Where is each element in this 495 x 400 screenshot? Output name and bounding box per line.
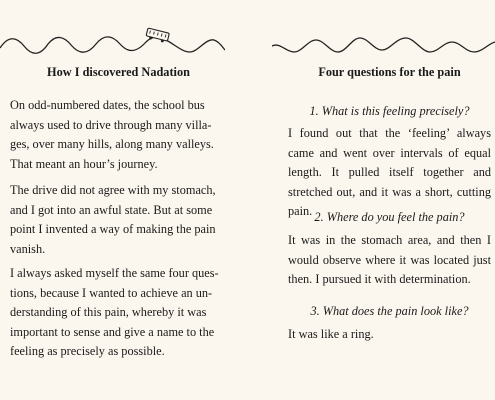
paragraph-stomach [10,181,215,259]
text-line: vanish. [10,241,46,256]
wavy-road-with-bus-illustration [0,22,225,62]
text-line: The drive did not agree with my stomach, [10,183,216,197]
text-line: That meant an hour’s journey. [10,156,158,171]
paragraph-bus-journey [10,96,215,174]
wavy-line-illustration [272,22,495,62]
text-line: I always asked myself the same four ques- [10,266,219,280]
question-2: 2. Where do you feel the pain? [314,210,465,224]
text-line: point I invented a way of making the pain [10,222,216,236]
question-3: 3. What does the pain look like? [310,304,469,318]
text-line: feeling as precisely as possible. [10,344,165,358]
paragraph-four-questions [10,264,219,362]
text-line: ges, over many hills, along many valleys. [10,137,214,151]
text-line: and I got into an awful state. But at some [10,202,213,217]
question-1: 1. What is this feeling precisely? [309,104,470,118]
text-line: tions, because I wanted to achieve an un- [10,285,213,300]
answer-1: I found out that the ‘feeling’ always came and went over intervals of equal length. It pulled itself together and stretched out, and it was a short, cutting pain. [288,126,491,218]
text-line: always used to drive through many villa- [10,117,212,132]
bus-icon [145,28,169,44]
text-line: derstanding of this pain, whereby it was [10,305,207,319]
text-line: On odd-numbered dates, the school bus [10,98,205,112]
wavy-line-icon [0,37,225,53]
left-page-title: How I discovered Nadation [47,65,190,79]
text-line: important to sense and give a name to the [10,324,215,339]
answer-3: It was like a ring. [288,327,374,341]
right-page-title: Four questions for the pain [318,65,461,79]
answer-2: It was in the stomach area, and then I would observe where it was located just then. I pursued it with determination. [288,233,491,286]
wavy-line-icon [272,38,495,52]
